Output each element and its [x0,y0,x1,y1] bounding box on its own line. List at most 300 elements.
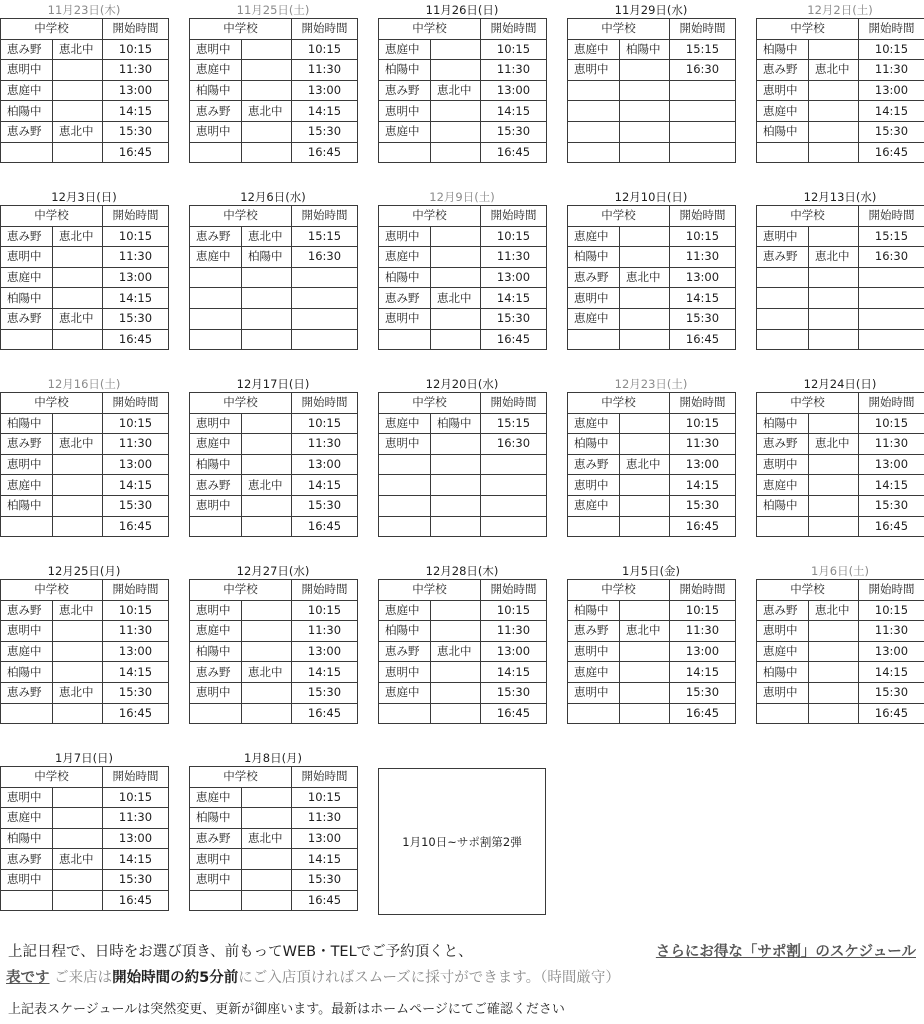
day-schedule [189,2,357,163]
table-row [757,308,924,329]
time-cell: 16:45 [670,329,736,350]
table-row [190,454,358,475]
table-row [757,662,924,683]
table-row [379,703,547,724]
table-row [1,329,169,350]
table-row [568,641,736,662]
day-date: 12月6日(水) [240,190,306,204]
school-cell-2 [242,869,292,890]
header-school: 中学校 [379,580,481,601]
table-row [379,60,547,81]
table-row [568,267,736,288]
day-date: 12月3日(日) [51,190,117,204]
school-cell [568,142,620,163]
schedule-table [0,579,169,724]
time-cell [481,516,547,537]
school-cell-2 [242,682,292,703]
school-cell [757,267,809,288]
school-cell-2 [53,142,103,163]
school-cell-2 [431,39,481,60]
time-cell: 16:45 [292,890,358,911]
school-cell: 恵庭中 [568,495,620,516]
header-school: 中学校 [379,206,481,227]
time-cell: 15:15 [292,226,358,247]
header-school: 中学校 [190,19,292,40]
header-row [190,767,358,788]
school-cell: 恵明中 [1,247,53,268]
time-cell: 15:30 [103,869,169,890]
school-cell-2: 恵北中 [809,434,859,455]
school-cell-2 [53,828,103,849]
school-cell: 恵明中 [379,662,431,683]
time-cell: 10:15 [103,226,169,247]
school-cell: 恵み野 [379,288,431,309]
school-cell: 恵庭中 [568,226,620,247]
school-cell: 柏陽中 [190,454,242,475]
school-cell: 柏陽中 [757,662,809,683]
school-cell-2 [809,703,859,724]
table-row [190,288,358,309]
time-cell: 11:30 [103,60,169,81]
header-row [757,393,924,414]
time-cell: 15:15 [481,413,547,434]
school-cell-2: 恵北中 [242,101,292,122]
school-cell [1,890,53,911]
table-row [190,828,358,849]
time-cell: 13:00 [292,641,358,662]
table-row [1,787,169,808]
table-row [568,247,736,268]
time-cell: 14:15 [103,101,169,122]
header-school: 中学校 [568,206,670,227]
school-cell: 恵み野 [1,121,53,142]
school-cell [190,329,242,350]
table-row [1,662,169,683]
schedule-table [567,205,736,350]
table-row [1,434,169,455]
time-cell [859,329,924,350]
school-cell [190,142,242,163]
header-row [1,393,169,414]
school-cell: 恵庭中 [190,434,242,455]
school-cell-2 [53,80,103,101]
school-cell-2 [620,516,670,537]
school-cell: 恵庭中 [190,621,242,642]
time-cell: 11:30 [103,247,169,268]
sapo-wari-notice-box [378,768,546,915]
time-cell: 13:00 [859,454,924,475]
table-row [190,682,358,703]
table-row [1,39,169,60]
schedule-table [378,392,547,537]
time-cell: 16:45 [103,890,169,911]
header-start-time: 開始時間 [103,767,169,788]
time-cell: 16:30 [670,60,736,81]
school-cell [190,703,242,724]
table-row [757,621,924,642]
day-date: 11月25日(土) [236,3,310,17]
school-cell: 恵み野 [1,226,53,247]
table-row [190,434,358,455]
table-row [1,142,169,163]
time-cell: 10:15 [670,226,736,247]
school-cell [379,142,431,163]
footer-line-1 [6,940,918,962]
school-cell: 恵庭中 [190,60,242,81]
footer-update-note: 上記表スケージュールは突然変更、更新が御座います。最新はホームページにてご確認ください [8,1002,565,1017]
school-cell [379,475,431,496]
time-cell: 13:00 [481,267,547,288]
time-cell: 13:00 [670,267,736,288]
time-cell [481,495,547,516]
school-cell: 恵庭中 [568,413,620,434]
time-cell: 10:15 [859,413,924,434]
time-cell: 14:15 [481,101,547,122]
school-cell-2 [620,662,670,683]
header-school: 中学校 [757,19,859,40]
time-cell [292,308,358,329]
school-cell-2 [620,703,670,724]
time-cell [292,329,358,350]
time-cell: 13:00 [103,454,169,475]
header-start-time: 開始時間 [292,19,358,40]
school-cell [757,516,809,537]
schedule-table [756,392,924,537]
school-cell: 柏陽中 [379,621,431,642]
school-cell-2 [431,495,481,516]
school-cell-2 [620,600,670,621]
school-cell-2: 恵北中 [431,641,481,662]
school-cell: 恵明中 [190,849,242,870]
time-cell: 11:30 [103,808,169,829]
time-cell: 13:00 [670,454,736,475]
school-cell: 恵明中 [757,454,809,475]
school-cell: 柏陽中 [190,641,242,662]
school-cell-2: 柏陽中 [242,247,292,268]
table-row [757,39,924,60]
footer-arrival-emphasis: 開始時間の約5分前 [112,970,239,986]
time-cell: 14:15 [292,849,358,870]
school-cell: 恵明中 [568,60,620,81]
time-cell: 15:30 [670,308,736,329]
school-cell: 恵庭中 [379,121,431,142]
header-start-time: 開始時間 [481,580,547,601]
table-row [379,80,547,101]
table-row [757,434,924,455]
school-cell-2 [242,600,292,621]
schedule-table [189,18,358,163]
school-cell-2 [53,808,103,829]
school-cell [379,495,431,516]
school-cell: 恵み野 [757,600,809,621]
table-row [757,121,924,142]
school-cell-2 [809,142,859,163]
table-row [1,849,169,870]
time-cell: 11:30 [859,434,924,455]
time-cell: 14:15 [103,288,169,309]
table-row [757,682,924,703]
school-cell: 恵明中 [1,869,53,890]
time-cell: 16:45 [103,516,169,537]
school-cell-2 [242,329,292,350]
time-cell: 16:45 [103,329,169,350]
time-cell: 16:30 [292,247,358,268]
table-row [1,288,169,309]
header-row [1,206,169,227]
time-cell: 14:15 [859,662,924,683]
school-cell-2 [53,890,103,911]
table-row [379,226,547,247]
time-cell: 11:30 [670,621,736,642]
header-row [190,393,358,414]
time-cell: 14:15 [670,662,736,683]
schedule-table [0,392,169,537]
time-cell: 13:00 [481,641,547,662]
school-cell: 柏陽中 [757,495,809,516]
school-cell-2: 恵北中 [53,600,103,621]
school-cell-2: 恵北中 [620,454,670,475]
table-row [190,39,358,60]
school-cell-2 [242,413,292,434]
table-row [568,682,736,703]
day-schedule [756,2,924,163]
time-cell: 10:15 [859,39,924,60]
table-row [1,101,169,122]
table-row [190,808,358,829]
table-row [379,621,547,642]
school-cell-2 [431,60,481,81]
school-cell: 恵み野 [568,621,620,642]
table-row [1,247,169,268]
time-cell: 16:45 [859,142,924,163]
school-cell [568,101,620,122]
table-row [757,413,924,434]
table-row [568,329,736,350]
table-row [379,267,547,288]
table-row [379,682,547,703]
time-cell: 16:45 [481,142,547,163]
school-cell-2 [242,890,292,911]
school-cell-2 [809,413,859,434]
time-cell: 11:30 [103,434,169,455]
table-row [757,600,924,621]
school-cell-2: 柏陽中 [431,413,481,434]
header-school: 中学校 [1,19,103,40]
time-cell: 11:30 [292,434,358,455]
time-cell [292,267,358,288]
time-cell: 14:15 [481,288,547,309]
table-row [568,495,736,516]
time-cell [670,101,736,122]
table-row [190,413,358,434]
school-cell [379,454,431,475]
header-row [568,393,736,414]
day-date: 12月28日(木) [425,564,499,578]
header-start-time: 開始時間 [292,393,358,414]
time-cell: 15:30 [103,495,169,516]
school-cell: 恵庭中 [757,101,809,122]
time-cell: 11:30 [481,60,547,81]
time-cell: 15:30 [103,308,169,329]
header-school: 中学校 [1,393,103,414]
school-cell [379,516,431,537]
school-cell-2 [620,101,670,122]
table-row [568,662,736,683]
school-cell: 恵庭中 [568,662,620,683]
table-row [1,121,169,142]
day-schedule [756,563,924,724]
school-cell-2 [620,434,670,455]
time-cell [670,121,736,142]
school-cell: 恵庭中 [757,475,809,496]
school-cell: 恵み野 [1,600,53,621]
schedule-table [756,579,924,724]
school-cell: 恵明中 [379,226,431,247]
time-cell: 13:00 [292,828,358,849]
school-cell-2: 恵北中 [53,434,103,455]
header-start-time: 開始時間 [292,580,358,601]
table-row [379,641,547,662]
header-row [379,580,547,601]
time-cell [670,142,736,163]
day-schedule [0,2,168,163]
school-cell [568,121,620,142]
header-school: 中学校 [379,393,481,414]
school-cell [190,516,242,537]
school-cell [379,329,431,350]
school-cell-2: 恵北中 [53,121,103,142]
table-row [757,703,924,724]
table-row [757,80,924,101]
table-row [568,288,736,309]
school-cell-2 [431,454,481,475]
school-cell: 恵庭中 [1,475,53,496]
time-cell: 11:30 [670,247,736,268]
time-cell [859,308,924,329]
school-cell-2 [431,662,481,683]
day-schedule [378,189,546,350]
school-cell-2: 恵北中 [620,621,670,642]
table-row [379,434,547,455]
day-schedule [378,376,546,537]
school-cell: 恵み野 [379,80,431,101]
time-cell: 10:15 [481,226,547,247]
time-cell: 13:00 [103,267,169,288]
time-cell [292,288,358,309]
day-schedule [756,376,924,537]
table-row [568,516,736,537]
day-date: 12月13日(水) [803,190,877,204]
footer-strict-time-note: （時間厳守） [540,970,620,986]
header-school: 中学校 [190,206,292,227]
time-cell: 10:15 [670,413,736,434]
time-cell: 10:15 [481,39,547,60]
time-cell: 10:15 [292,787,358,808]
school-cell-2 [242,288,292,309]
table-row [190,329,358,350]
school-cell: 恵明中 [190,121,242,142]
school-cell: 恵み野 [190,226,242,247]
header-row [568,19,736,40]
time-cell: 16:30 [481,434,547,455]
school-cell: 恵み野 [568,267,620,288]
table-row [190,101,358,122]
table-row [1,475,169,496]
school-cell: 恵み野 [379,641,431,662]
day-schedule [189,376,357,537]
school-cell: 恵庭中 [757,641,809,662]
day-schedule [378,563,546,724]
school-cell-2 [242,621,292,642]
school-cell-2 [53,662,103,683]
table-row [379,121,547,142]
time-cell: 15:30 [481,121,547,142]
table-row [190,495,358,516]
school-cell-2 [431,121,481,142]
school-cell-2 [809,662,859,683]
school-cell-2 [809,475,859,496]
table-row [568,600,736,621]
schedule-table [378,205,547,350]
school-cell [757,308,809,329]
school-cell-2 [242,641,292,662]
schedule-table [189,392,358,537]
day-date: 12月17日(日) [236,377,310,391]
footer-line-3 [8,998,565,1017]
time-cell: 15:15 [859,226,924,247]
school-cell: 恵明中 [190,682,242,703]
school-cell-2 [53,60,103,81]
school-cell-2 [809,267,859,288]
header-school: 中学校 [568,393,670,414]
school-cell-2 [809,682,859,703]
time-cell: 16:45 [859,703,924,724]
school-cell-2 [431,247,481,268]
school-cell-2 [53,101,103,122]
schedule-table [756,205,924,350]
school-cell [568,703,620,724]
time-cell: 15:30 [481,682,547,703]
schedule-table [378,18,547,163]
school-cell: 恵明中 [190,413,242,434]
school-cell-2 [242,808,292,829]
school-cell: 恵明中 [568,641,620,662]
day-schedule [189,750,357,911]
day-schedule [567,563,735,724]
school-cell [757,288,809,309]
school-cell: 恵み野 [190,828,242,849]
header-start-time: 開始時間 [103,393,169,414]
school-cell-2 [809,288,859,309]
school-cell: 恵庭中 [1,80,53,101]
table-row [190,600,358,621]
table-row [1,308,169,329]
time-cell: 15:30 [859,495,924,516]
school-cell: 恵明中 [1,621,53,642]
schedule-table [0,205,169,350]
school-cell: 恵庭中 [1,808,53,829]
table-row [190,60,358,81]
day-schedule [0,189,168,350]
school-cell-2 [53,454,103,475]
header-row [757,580,924,601]
header-start-time: 開始時間 [103,580,169,601]
school-cell-2: 恵北中 [431,288,481,309]
school-cell [190,288,242,309]
school-cell: 恵み野 [1,434,53,455]
time-cell [859,267,924,288]
school-cell: 恵み野 [190,662,242,683]
